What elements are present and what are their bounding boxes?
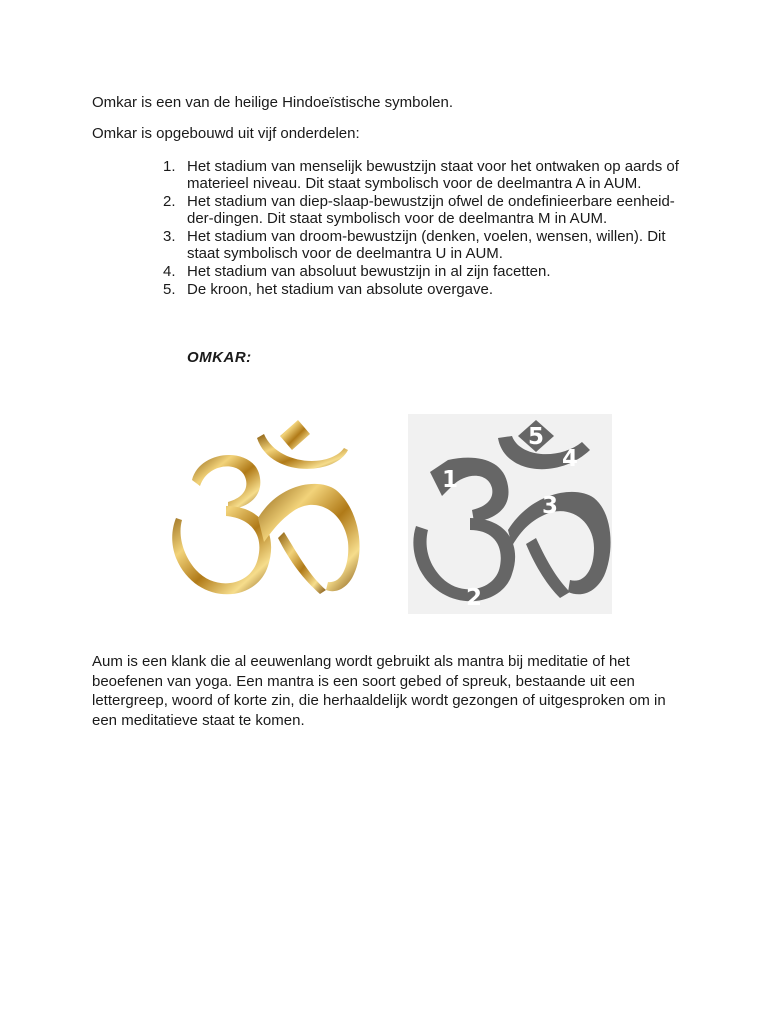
gold-om-symbol — [160, 408, 376, 608]
part-number-5: 5 — [528, 424, 545, 450]
list-item-number: 3. — [163, 228, 176, 245]
part-number-1: 1 — [442, 467, 459, 493]
list-item-number: 5. — [163, 281, 176, 298]
list-item — [163, 193, 687, 227]
parts-list — [163, 158, 687, 299]
list-item-text: Het stadium van diep-slaap-bewustzijn ofwel de ondefinieerbare eenheid-der-dingen. Dit staat symbolisch voor de deelmantra M in AUM. — [187, 193, 675, 227]
aum-explanation: Aum is een klank die al eeuwenlang wordt gebruikt als mantra bij meditatie of het beoefenen van yoga. Een mantra is een soort gebed of spreuk, bestaande uit een lettergreep, woord of korte zin, die herhaaldelijk wordt gezongen of uitgesproken om in een meditatieve staat te komen. — [92, 653, 666, 729]
list-item-text: De kroon, het stadium van absolute overgave. — [187, 281, 494, 298]
list-item-number: 1. — [163, 158, 176, 175]
gold-om-image — [160, 408, 376, 608]
grey-om-symbol — [408, 414, 612, 614]
part-number-4: 4 — [562, 446, 579, 472]
list-item — [163, 158, 687, 192]
list-item-text: Het stadium van droom-bewustzijn (denken, voelen, wensen, willen). Dit staat symbolisch voor de deelmantra U in AUM. — [187, 228, 666, 262]
omkar-heading: OMKAR: — [187, 349, 252, 366]
part-number-3: 3 — [542, 493, 559, 519]
intro-sentence: Omkar is een van de heilige Hindoeïstische symbolen. — [92, 94, 454, 111]
numbered-om-diagram — [408, 414, 612, 614]
list-item — [163, 281, 687, 298]
list-item-text: Het stadium van menselijk bewustzijn staat voor het ontwaken op aards of materieel niveau. Dit staat symbolisch voor de deelmantra A in AUM. — [187, 158, 679, 192]
list-item — [163, 228, 687, 262]
list-item-text: Het stadium van absoluut bewustzijn in al zijn facetten. — [187, 263, 551, 280]
parts-lead-in: Omkar is opgebouwd uit vijf onderdelen: — [92, 125, 360, 142]
part-number-2: 2 — [466, 585, 483, 611]
list-item-number: 4. — [163, 263, 176, 280]
list-item-number: 2. — [163, 193, 176, 210]
list-item — [163, 263, 687, 280]
